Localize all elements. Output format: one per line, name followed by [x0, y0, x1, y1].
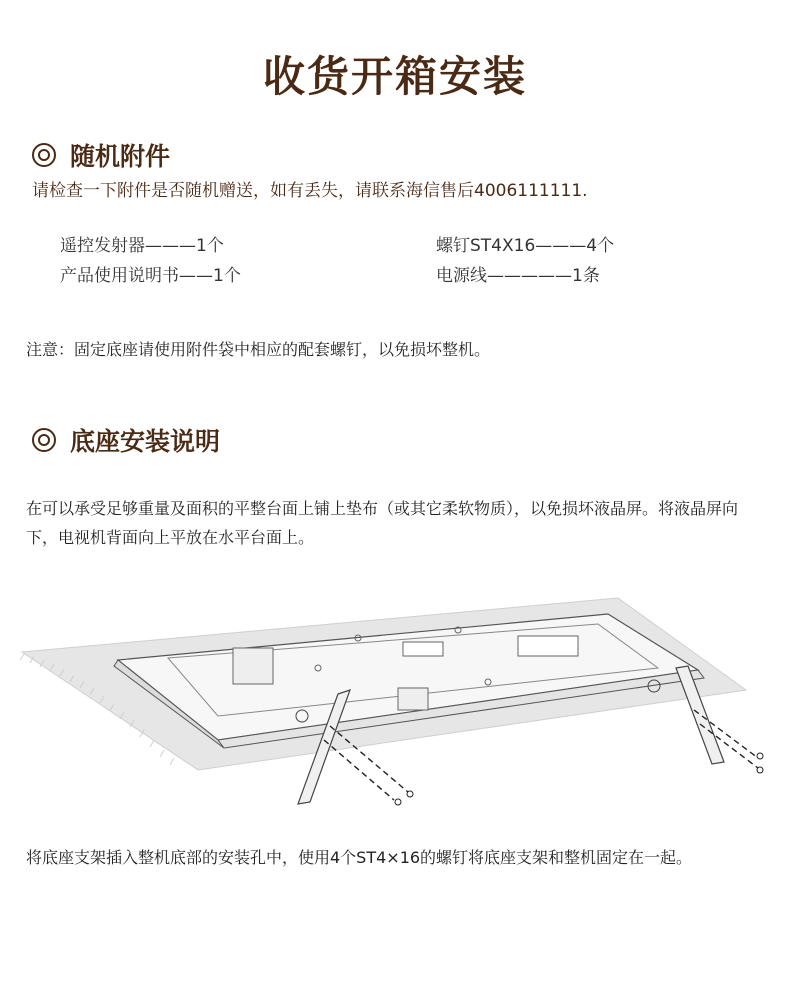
circle-bullet-icon — [32, 428, 56, 452]
io-ports-panel — [518, 636, 578, 656]
stand-instructions-step2: 将底座支架插入整机底部的安装孔中，使用4个ST4×16的螺钉将底座支架和整机固定在一起。 — [26, 848, 693, 867]
accessory-intro: 请检查一下附件是否随机赠送，如有丢失，请联系海信售后4006111111. — [32, 181, 588, 201]
accessory-item-remote: 遥控发射器———1个 — [60, 236, 224, 256]
note-text: 注意：固定底座请使用附件袋中相应的配套螺钉，以免损坏整机。 — [26, 340, 491, 359]
vesa-label — [403, 642, 443, 656]
circle-bullet-icon — [32, 143, 56, 167]
stand-installation-diagram — [18, 590, 770, 810]
accessory-item-power-cord: 电源线—————1条 — [436, 266, 600, 286]
section-title: 随机附件 — [70, 142, 171, 171]
section-title: 底座安装说明 — [70, 427, 221, 456]
port-box — [398, 688, 428, 710]
mount-bracket — [233, 648, 273, 684]
page-title: 收货开箱安装 — [262, 52, 527, 101]
section-heading-accessories — [32, 137, 170, 173]
accessory-item-manual: 产品使用说明书——1个 — [60, 266, 241, 286]
accessory-item-screws: 螺钉ST4X16———4个 — [436, 236, 615, 256]
stand-instructions-step1: 在可以承受足够重量及面积的平整台面上铺上垫布（或其它柔软物质），以免损坏液晶屏。将液晶屏向下，电视机背面向上平放在水平台面上。 — [26, 499, 739, 547]
section-heading-stand — [32, 422, 220, 458]
screw-icons — [395, 753, 763, 805]
